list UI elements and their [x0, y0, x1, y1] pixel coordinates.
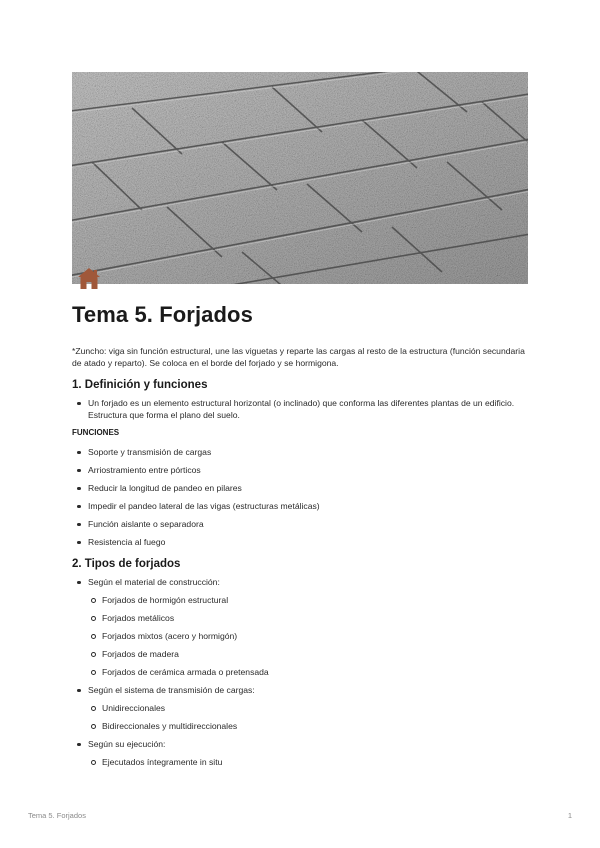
functions-list — [72, 446, 528, 548]
list-item: Forjados de madera — [88, 648, 528, 660]
list-item: Arriostramiento entre pórticos — [72, 464, 528, 476]
list-item: Bidireccionales y multidireccionales — [88, 720, 528, 732]
definition-list — [72, 397, 528, 421]
list-item: Función aislante o separadora — [72, 518, 528, 530]
list-item: Forjados de cerámica armada o pretensada — [88, 666, 528, 678]
types-list — [72, 576, 528, 768]
list-item: Soporte y transmisión de cargas — [72, 446, 528, 458]
footer-title: Tema 5. Forjados — [28, 811, 86, 820]
list-item: Impedir el pandeo lateral de las vigas (estructuras metálicas) — [72, 500, 528, 512]
transmision-sublist — [88, 702, 528, 732]
definition-item: Un forjado es un elemento estructural horizontal (o inclinado) que conforma las diferentes plantas de un edificio. Estructura que forma el plano del suelo. — [72, 397, 528, 421]
list-item: Forjados metálicos — [88, 612, 528, 624]
group-label: Según su ejecución: — [88, 739, 166, 749]
list-item: Resistencia al fuego — [72, 536, 528, 548]
list-item: Forjados de hormigón estructural — [88, 594, 528, 606]
cover-image — [72, 72, 528, 284]
house-icon — [76, 265, 102, 291]
list-item: Reducir la longitud de pandeo en pilares — [72, 482, 528, 494]
material-sublist — [88, 594, 528, 678]
page-title: Tema 5. Forjados — [72, 302, 253, 327]
group-label: Según el sistema de transmisión de cargas: — [88, 685, 255, 695]
paving-stones-image — [72, 72, 528, 284]
types-group-transmision — [72, 684, 528, 732]
list-item: Unidireccionales — [88, 702, 528, 714]
list-item: Forjados mixtos (acero y hormigón) — [88, 630, 528, 642]
types-group-material — [72, 576, 528, 678]
section-heading-definicion: 1. Definición y funciones — [72, 379, 208, 391]
list-item: Ejecutados íntegramente in situ — [88, 756, 528, 768]
zuncho-note: *Zuncho: viga sin función estructural, une las viguetas y reparte las cargas al resto de la estructura (función secundaria de atado y reparto). Se coloca en el borde del forjado y se hormigona. — [72, 346, 525, 368]
footer-page-number: 1 — [567, 811, 572, 820]
types-group-ejecucion — [72, 738, 528, 768]
functions-label: FUNCIONES — [72, 428, 120, 437]
document-body — [72, 345, 528, 774]
group-label: Según el material de construcción: — [88, 577, 220, 587]
ejecucion-sublist — [88, 756, 528, 768]
section-heading-tipos: 2. Tipos de forjados — [72, 558, 181, 570]
